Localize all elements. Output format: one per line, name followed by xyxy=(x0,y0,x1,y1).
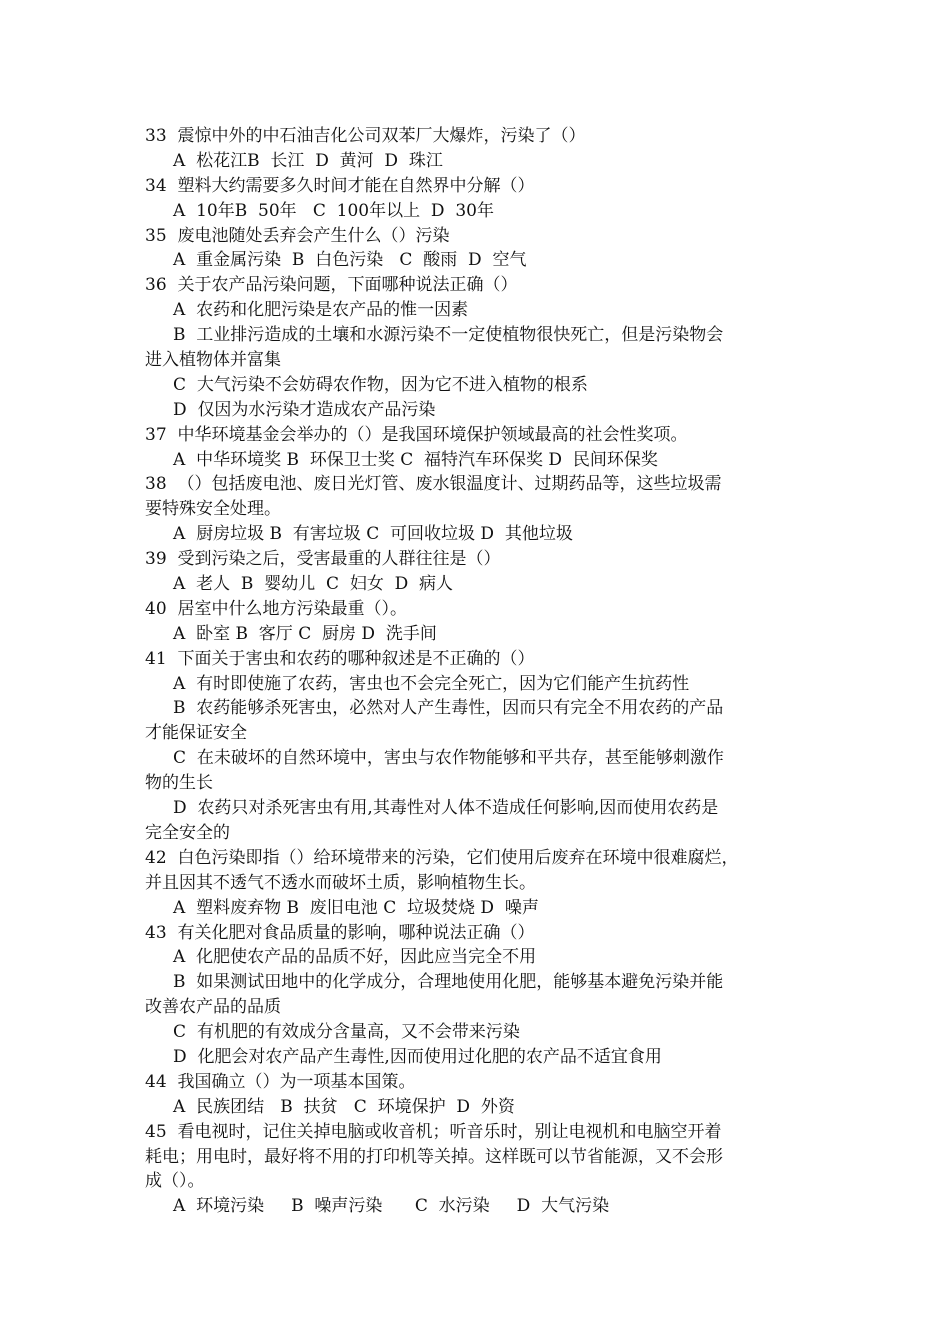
text-line: 并且因其不透气不透水而破坏土质，影响植物生长。 xyxy=(145,872,536,893)
question-text: 38 （）包括废电池、废日光灯管、废水银温度计、过期药品等，这些垃圾需 xyxy=(145,474,722,495)
question-text: 41 下面关于害虫和农药的哪种叙述是不正确的（） xyxy=(145,648,535,669)
answer-options: A 农药和化肥污染是农产品的惟一因素 xyxy=(173,300,469,321)
answer-options: A 中华环境奖 B 环保卫士奖 C 福特汽车环保奖 D 民间环保奖 xyxy=(173,449,658,470)
question-text: 37 中华环境基金会举办的（）是我国环境保护领域最高的社会性奖项。 xyxy=(145,424,688,445)
answer-options: A 松花江B 长江 D 黄河 D 珠江 xyxy=(173,150,443,171)
answer-options: A 环境污染 B 噪声污染 C 水污染 D 大气污染 xyxy=(173,1196,610,1217)
text-line: 改善农产品的品质 xyxy=(145,997,281,1018)
question-text: 43 有关化肥对食品质量的影响，哪种说法正确（） xyxy=(145,922,535,943)
answer-options: B 农药能够杀死害虫，必然对人产生毒性，因而只有完全不用农药的产品 xyxy=(173,698,724,719)
question-text: 42 白色污染即指（）给环境带来的污染，它们使用后废弃在环境中很难腐烂， xyxy=(145,847,739,868)
answer-options: D 农药只对杀死害虫有用,其毒性对人体不造成任何影响,因而使用农药是 xyxy=(173,798,719,819)
text-line: 耗电；用电时，最好将不用的打印机等关掉。这样既可以节省能源，又不会形 xyxy=(145,1146,723,1167)
answer-options: A 老人 B 婴幼儿 C 妇女 D 病人 xyxy=(173,574,454,595)
document-body xyxy=(145,124,813,1219)
question-text: 45 看电视时，记住关掉电脑或收音机；听音乐时，别让电视机和电脑空开着 xyxy=(145,1121,722,1142)
question-text: 44 我国确立（）为一项基本国策。 xyxy=(145,1071,416,1092)
question-text: 40 居室中什么地方污染最重（）。 xyxy=(145,598,407,619)
answer-options: A 塑料废弃物 B 废旧电池 C 垃圾焚烧 D 噪声 xyxy=(173,897,539,918)
answer-options: B 工业排污造成的土壤和水源污染不一定使植物很快死亡，但是污染物会 xyxy=(173,325,724,346)
text-line: 成（）。 xyxy=(145,1171,205,1192)
question-text: 36 关于农产品污染问题，下面哪种说法正确（） xyxy=(145,275,518,296)
answer-options: C 有机肥的有效成分含量高，又不会带来污染 xyxy=(173,1022,520,1043)
answer-options: D 仅因为水污染才造成农产品污染 xyxy=(173,399,436,420)
question-text: 33 震惊中外的中石油吉化公司双苯厂大爆炸，污染了（） xyxy=(145,126,586,146)
answer-options: A 10年B 50年 C 100年以上 D 30年 xyxy=(173,200,494,221)
answer-options: D 化肥会对农产品产生毒性,因而使用过化肥的农产品不适宜食用 xyxy=(173,1046,662,1067)
answer-options: A 民族团结 B 扶贫 C 环境保护 D 外资 xyxy=(173,1096,515,1117)
answer-options: B 如果测试田地中的化学成分，合理地使用化肥，能够基本避免污染并能 xyxy=(173,972,724,993)
answer-options: A 厨房垃圾 B 有害垃圾 C 可回收垃圾 D 其他垃圾 xyxy=(173,524,573,545)
text-line: 物的生长 xyxy=(145,773,213,794)
text-line: 进入植物体并富集 xyxy=(145,350,281,371)
answer-options: A 有时即使施了农药，害虫也不会完全死亡，因为它们能产生抗药性 xyxy=(173,673,690,694)
text-line: 要特殊安全处理。 xyxy=(145,499,281,520)
question-text: 35 废电池随处丢弃会产生什么（）污染 xyxy=(145,225,450,246)
answer-options: C 大气污染不会妨碍农作物，因为它不进入植物的根系 xyxy=(173,374,588,395)
answer-options: A 重金属污染 B 白色污染 C 酸雨 D 空气 xyxy=(173,250,527,271)
question-text: 39 受到污染之后，受害最重的人群往往是（） xyxy=(145,549,501,570)
answer-options: A 卧室 B 客厅 C 厨房 D 洗手间 xyxy=(173,623,437,644)
text-line: 才能保证安全 xyxy=(145,723,247,744)
answer-options: A 化肥使农产品的品质不好，因此应当完全不用 xyxy=(173,947,537,968)
answer-options: C 在未破坏的自然环境中，害虫与农作物能够和平共存，甚至能够刺激作 xyxy=(173,748,724,769)
question-text: 34 塑料大约需要多久时间才能在自然界中分解（） xyxy=(145,175,535,196)
text-line: 完全安全的 xyxy=(145,822,230,843)
